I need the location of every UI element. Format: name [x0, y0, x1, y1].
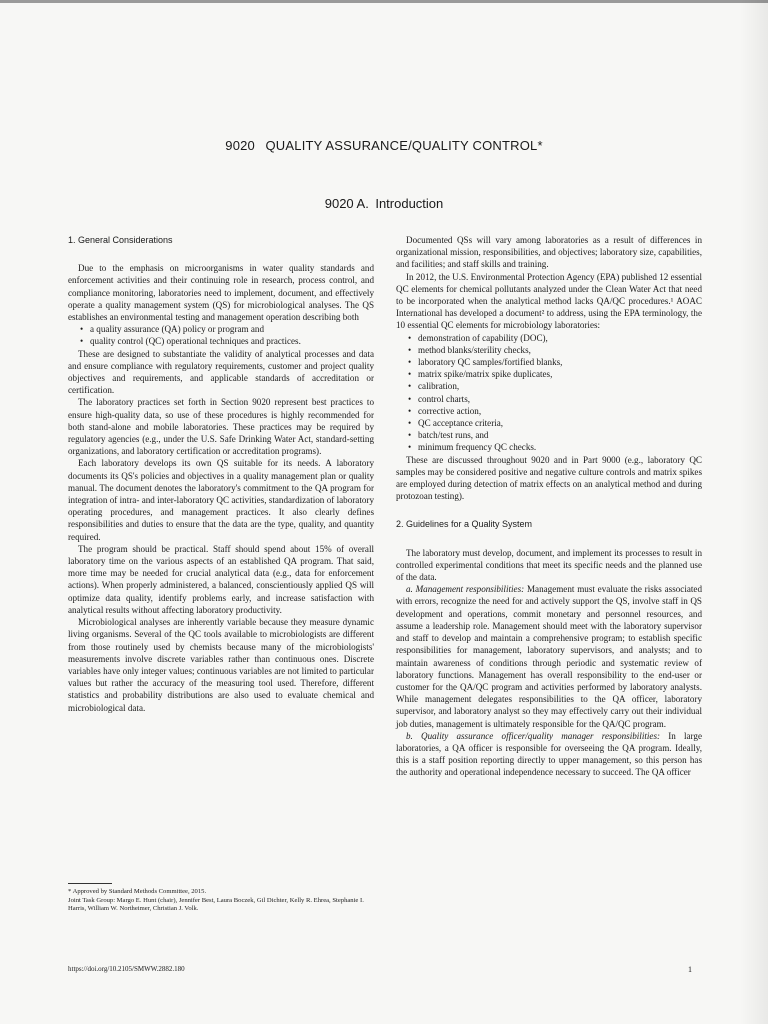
paragraph: Each laboratory develops its own QS suitable for its needs. A laboratory documents its QS's policies and objectives in a quality management plan or quality manual. The document denotes the laboratory's commitment to the QA program for integration of intra- and inter-laboratory QC activities, standardization of laboratory operating procedures, and management practices. It also clearly defines responsibilities and duties to ensure that the data are the type, quality, and quantity required. — [68, 458, 374, 542]
right-column — [396, 234, 702, 779]
list-item: • calibration, — [418, 380, 702, 392]
doi-link[interactable]: https://doi.org/10.2105/SMWW.2882.180 — [68, 965, 185, 973]
footnote-approval: * Approved by Standard Methods Committee, 2015. — [68, 888, 207, 895]
qa-officer-paragraph — [396, 730, 702, 779]
section-title: 9020 A. Introduction — [324, 196, 444, 211]
list-item: • demonstration of capability (DOC), — [418, 332, 702, 344]
list-item: • control charts, — [418, 393, 702, 405]
list-item: • a quality assurance (QA) policy or program and — [90, 323, 374, 335]
qc-elements-list — [396, 332, 702, 454]
qa-officer-label: b. Quality assurance officer/quality manager responsibilities: — [406, 730, 661, 741]
scan-edge-shade — [740, 0, 768, 1024]
paragraph: Due to the emphasis on microorganisms in water quality standards and enforcement activities and their continuing role in research, process control, and compliance monitoring, laboratories need to implement, document, and effectively operate a quality management system (QS) for microbiological analyses. The QS establishes an environmental testing and management operation describing both — [68, 263, 374, 323]
paragraph: These are designed to substantiate the validity of analytical processes and data and ensure compliance with regulatory requirements, customer and project quality objectives and requirements, and applicable standards of accreditation or certification. — [68, 348, 374, 396]
paragraph: These are discussed throughout 9020 and in Part 9000 (e.g., laboratory QC samples may be considered positive and negative culture controls and matrix spikes are employed during detection of matrix effects on an analytical method and during protozoan testing). — [396, 454, 702, 502]
page-number: 1 — [688, 965, 692, 974]
list-item: • QC acceptance criteria, — [418, 417, 702, 429]
list-item: • batch/test runs, and — [418, 429, 702, 441]
paragraph: The program should be practical. Staff should spend about 15% of overall laboratory time on the various aspects of an established QA program. That said, more time may be needed for crucial analytical data (e.g., data for enforcement actions). When properly administered, a balanced, conscientiously applied QS will optimize data quality, identify problems early, and increase satisfaction with analytical results without affecting laboratory productivity. — [68, 543, 374, 615]
paragraph: In 2012, the U.S. Environmental Protection Agency (EPA) published 12 essential QC elements for chemical pollutants analyzed under the Clean Water Act that need to be incorporated when the analytical method lacks QA/QC procedures.¹ AOAC International has developed a document² to address, using the EPA terminology, the 10 essential QC elements for microbiology laboratories: — [396, 271, 702, 331]
qs-bullet-list — [68, 323, 374, 347]
footnote-task-group: Joint Task Group: Margo E. Hunt (chair), Jennifer Best, Laura Boczek, Gil Dichter, Kelly R. Ehrea, Stephanie I. Harris, William W. Northeimer, Christian J. Volk. — [68, 896, 364, 913]
list-item: • laboratory QC samples/fortified blanks, — [418, 356, 702, 368]
paragraph: Microbiological analyses are inherently variable because they measure dynamic living organisms. Several of the QC tools available to microbiologists are different from those routinely used by chemists because many of the microbiologists' measurements involve discrete variables rather than continuous ones. Discrete variables have only integer values; continuous variables are not limited to particular values but rather the accuracy of the measuring tool used. Therefore, different statistics and probability distributions are also used to evaluate chemical and microbiological data. — [68, 617, 374, 713]
general-considerations-heading: 1. General Considerations — [68, 235, 173, 245]
paragraph: Documented QSs will vary among laboratories as a result of differences in organizational mission, responsibilities, and objectives; laboratory size, capabilities, and facilities; and staff skills and training. — [396, 235, 702, 270]
management-paragraph — [396, 583, 702, 729]
list-item: • quality control (QC) operational techniques and practices. — [90, 335, 374, 347]
left-column — [68, 234, 374, 714]
qa-officer-text: In large laboratories, a QA officer is responsible for overseeing the QA program. Ideally, this is a staff position reporting directly to upper management, so this person has the authority and operational independence necessary to succeed. The QA officer — [396, 730, 702, 778]
top-edge-rule — [0, 0, 768, 3]
list-item: • method blanks/sterility checks, — [418, 344, 702, 356]
footnote-rule — [68, 883, 112, 884]
list-item: • corrective action, — [418, 405, 702, 417]
guidelines-heading: 2. Guidelines for a Quality System — [396, 519, 533, 530]
management-text: Management must evaluate the risks associated with errors, recognize the need for and actively support the QS, involve staff in QS development and operations, commit monetary and personnel resources, and assume a leadership role. Management should meet with the laboratory supervisor and staff to develop and maintain a comprehensive program; to establish specific responsibilities for management, laboratory supervisors, and analysts; and to maintain awareness of conditions through periodic and systematic review of laboratory functions. Management has overall responsibility to the end-user or customer for the QA/QC program and activities performed by laboratory analysts. While management delegates responsibilities to the QA officer, laboratory supervisor, and laboratory analyst so they may effectively carry out their individual job duties, management is ultimately responsible for the QA/QC program. — [396, 584, 703, 729]
chapter-title: 9020 QUALITY ASSURANCE/QUALITY CONTROL* — [225, 138, 543, 153]
management-label: a. Management responsibilities: — [406, 584, 525, 595]
paragraph: The laboratory must develop, document, and implement its processes to result in controlled experimental conditions that meet its specific needs and the planned use of the data. — [396, 547, 702, 583]
paragraph: The laboratory practices set forth in Section 9020 represent best practices to ensure high-quality data, so use of these procedures is highly recommended for both stand-alone and mobile laboratories. These practices may be required by regulatory agencies (e.g., under the U.S. Safe Drinking Water Act, standard-setting organizations, and laboratory certification or accreditation programs). — [68, 397, 374, 457]
list-item: • matrix spike/matrix spike duplicates, — [418, 368, 702, 380]
list-item: • minimum frequency QC checks. — [418, 441, 702, 453]
footnotes — [68, 888, 374, 914]
